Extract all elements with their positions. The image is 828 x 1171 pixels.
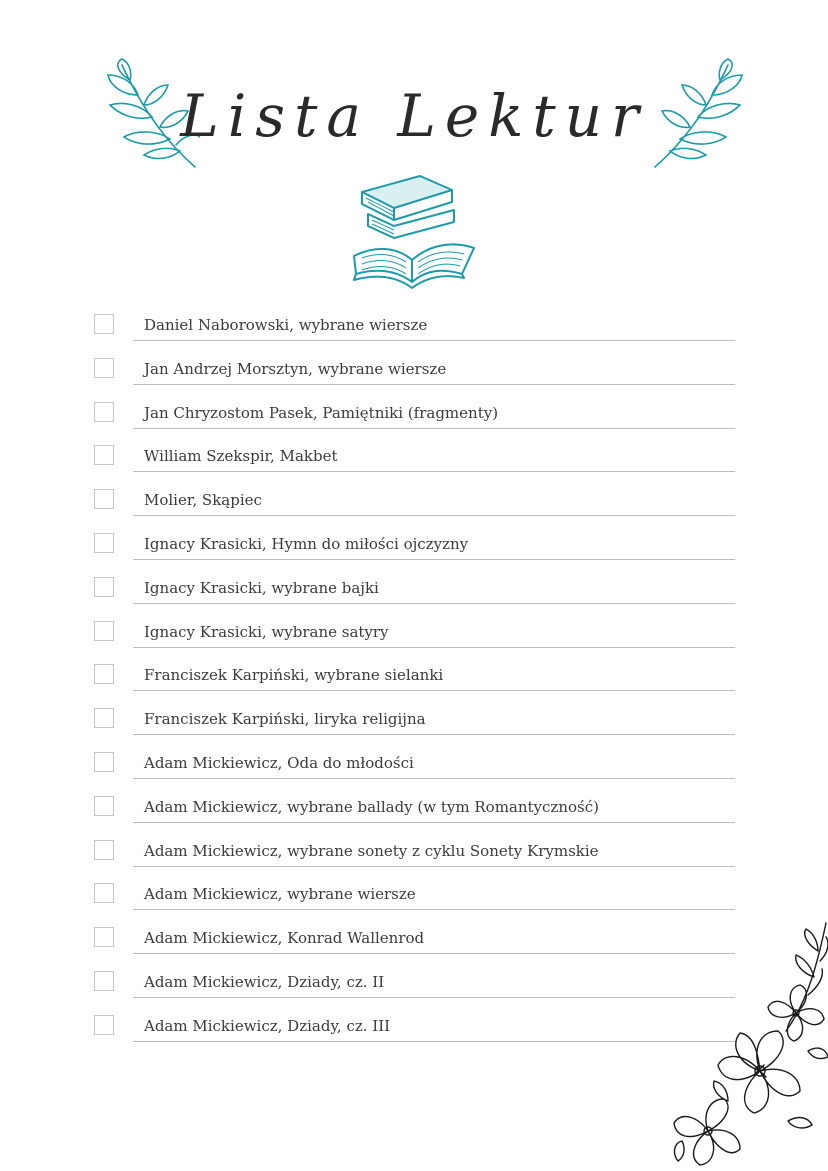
divider-line xyxy=(133,690,735,691)
checkbox[interactable] xyxy=(94,883,114,903)
checkbox[interactable] xyxy=(94,664,114,684)
item-label: Adam Mickiewicz, Dziady, cz. III xyxy=(144,1016,391,1035)
item-label: Ignacy Krasicki, wybrane bajki xyxy=(144,578,379,597)
list-item xyxy=(92,439,737,483)
item-label: Adam Mickiewicz, wybrane wiersze xyxy=(144,885,416,904)
item-label: Molier, Skąpiec xyxy=(144,491,262,510)
header xyxy=(0,0,828,300)
divider-line xyxy=(133,1041,735,1042)
divider-line xyxy=(133,559,735,560)
item-label: Adam Mickiewicz, Konrad Wallenrod xyxy=(144,929,425,948)
list-item xyxy=(92,790,737,834)
list-item xyxy=(92,396,737,440)
divider-line xyxy=(133,428,735,429)
reading-list xyxy=(92,308,737,1053)
checkbox[interactable] xyxy=(94,445,114,465)
divider-line xyxy=(133,603,735,604)
divider-line xyxy=(133,647,735,648)
flowers-icon xyxy=(668,921,828,1171)
item-label: William Szekspir, Makbet xyxy=(144,447,338,466)
list-item xyxy=(92,571,737,615)
checkbox[interactable] xyxy=(94,927,114,947)
list-item xyxy=(92,483,737,527)
list-item xyxy=(92,834,737,878)
item-label: Daniel Naborowski, wybrane wiersze xyxy=(144,316,428,334)
right-leaf-branch-icon xyxy=(650,55,750,180)
checkbox[interactable] xyxy=(94,796,114,816)
page-title: Lista Lektur xyxy=(180,82,648,150)
list-item xyxy=(92,1009,737,1053)
checkbox[interactable] xyxy=(94,621,114,641)
divider-line xyxy=(133,866,735,867)
checkbox[interactable] xyxy=(94,1015,114,1035)
list-item xyxy=(92,352,737,396)
divider-line xyxy=(133,997,735,998)
checkbox[interactable] xyxy=(94,489,114,509)
list-item xyxy=(92,921,737,965)
item-label: Franciszek Karpiński, wybrane sielanki xyxy=(144,666,444,685)
divider-line xyxy=(133,515,735,516)
item-label: Ignacy Krasicki, Hymn do miłości ojczyzny xyxy=(144,534,469,553)
list-item xyxy=(92,965,737,1009)
item-label: Jan Andrzej Morsztyn, wybrane wiersze xyxy=(144,359,447,378)
divider-line xyxy=(133,953,735,954)
list-item xyxy=(92,877,737,921)
list-item xyxy=(92,702,737,746)
checkbox[interactable] xyxy=(94,402,114,422)
item-label: Adam Mickiewicz, wybrane ballady (w tym Romantyczność) xyxy=(144,797,599,816)
divider-line xyxy=(133,778,735,779)
list-item xyxy=(92,746,737,790)
checkbox[interactable] xyxy=(94,314,114,334)
item-label: Adam Mickiewicz, wybrane sonety z cyklu Sonety Krymskie xyxy=(144,841,599,860)
list-item xyxy=(92,308,737,352)
item-label: Ignacy Krasicki, wybrane satyry xyxy=(144,622,389,641)
checkbox[interactable] xyxy=(94,840,114,860)
divider-line xyxy=(133,909,735,910)
books-icon xyxy=(350,170,478,290)
list-item xyxy=(92,615,737,659)
item-label: Adam Mickiewicz, Oda do młodości xyxy=(144,753,414,772)
item-label: Adam Mickiewicz, Dziady, cz. II xyxy=(144,972,385,991)
list-item xyxy=(92,658,737,702)
divider-line xyxy=(133,734,735,735)
divider-line xyxy=(133,822,735,823)
divider-line xyxy=(133,471,735,472)
divider-line xyxy=(133,340,735,341)
item-label: Jan Chryzostom Pasek, Pamiętniki (fragmenty) xyxy=(144,403,499,422)
item-label: Franciszek Karpiński, liryka religijna xyxy=(144,710,426,729)
checkbox[interactable] xyxy=(94,752,114,772)
checkbox[interactable] xyxy=(94,577,114,597)
checkbox[interactable] xyxy=(94,358,114,378)
checkbox[interactable] xyxy=(94,708,114,728)
list-item xyxy=(92,527,737,571)
divider-line xyxy=(133,384,735,385)
checkbox[interactable] xyxy=(94,533,114,553)
checkbox[interactable] xyxy=(94,971,114,991)
